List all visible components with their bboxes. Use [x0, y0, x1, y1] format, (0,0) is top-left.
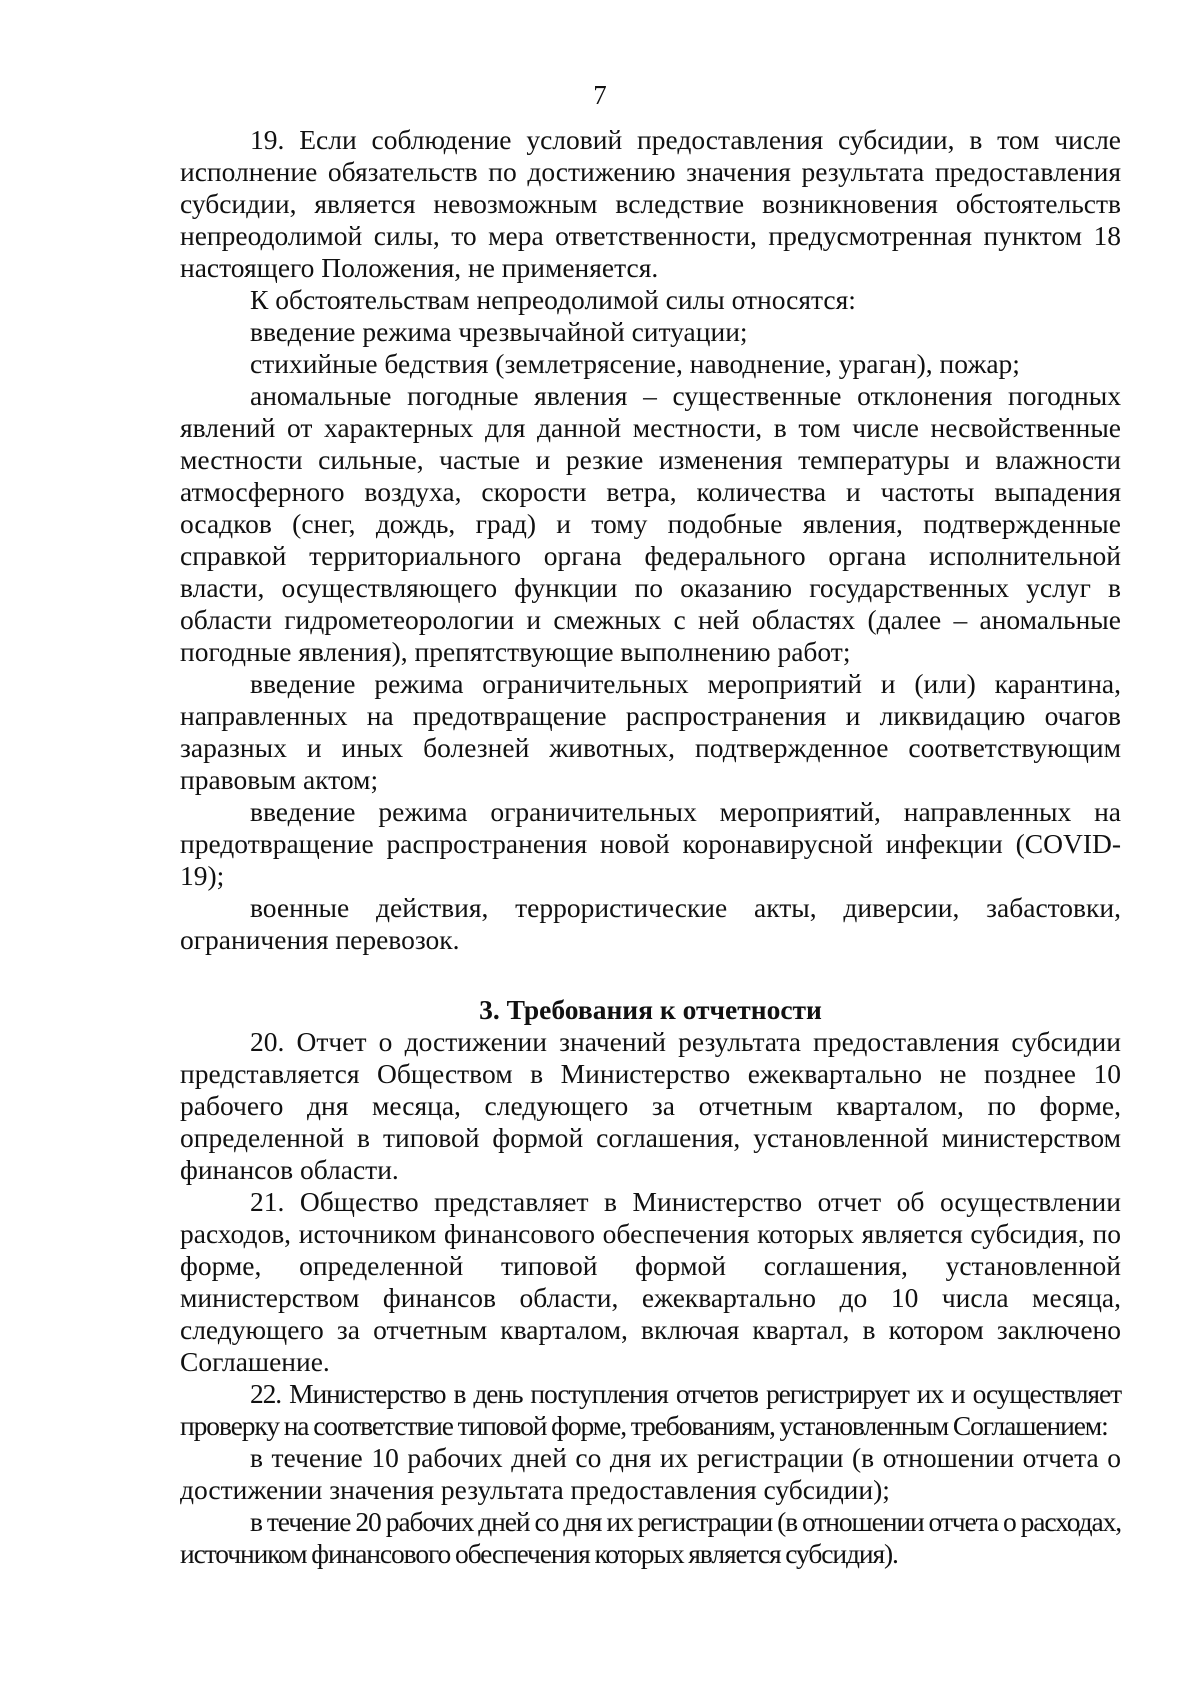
- paragraph-force-majeure-intro: К обстоятельствам непреодолимой силы относятся:: [250, 284, 856, 315]
- section-heading-reporting: 3. Требования к отчетности: [479, 994, 822, 1025]
- paragraph-22: 22. Министерство в день поступления отчетов регистрирует их и осуществляет проверку на соответствие типовой форме, требованиям, установленным Соглашением:: [180, 1378, 1121, 1441]
- paragraph-abnormal-weather: аномальные погодные явления – существенные отклонения погодных явлений от характерных для данной местности, в том числе несвойственные местности сильные, частые и резкие изменения температуры и влажности атмосферного воздуха, скорости ветра, количества и частоты выпадения осадков (снег, дождь, град) и тому подобные явления, подтвержденные справкой территориального органа федерального органа исполнительной власти, осуществляющего функции по оказанию государственных услуг в области гидрометеорологии и смежных с ней областях (далее – аномальные погодные явления), препятствующие выполнению работ;: [180, 380, 1121, 667]
- paragraph-emergency-regime: введение режима чрезвычайной ситуации;: [250, 316, 748, 347]
- paragraph-10-days: в течение 10 рабочих дней со дня их регистрации (в отношении отчета о достижении значения результата предоставления субсидии);: [180, 1442, 1121, 1505]
- paragraph-21: 21. Общество представляет в Министерство отчет об осуществлении расходов, источником финансового обеспечения которых является субсидия, по форме, определенной типовой формой соглашения, установленной министерством финансов области, ежеквартально до 10 числа месяца, следующего за отчетным кварталом, включая квартал, в котором заключено Соглашение.: [180, 1186, 1121, 1377]
- paragraph-20: 20. Отчет о достижении значений результата предоставления субсидии представляется Обществом в Министерство ежеквартально не позднее 10 рабочего дня месяца, следующего за отчетным кварталом, по форме, определенной в типовой формой соглашения, установленной министерством финансов области.: [180, 1026, 1121, 1185]
- document-body: [180, 124, 1121, 1570]
- page-number: 7: [593, 80, 607, 110]
- paragraph-19: 19. Если соблюдение условий предоставления субсидии, в том числе исполнение обязательств по достижению значения результата предоставления субсидии, является невозможным вследствие возникновения обстоятельств непреодолимой силы, то мера ответственности, предусмотренная пунктом 18 настоящего Положения, не применяется.: [180, 124, 1121, 283]
- paragraph-natural-disasters: стихийные бедствия (землетрясение, наводнение, ураган), пожар;: [250, 348, 1020, 379]
- paragraph-military-actions: военные действия, террористические акты, диверсии, забастовки, ограничения перевозок.: [180, 892, 1121, 955]
- paragraph-20-days: в течение 20 рабочих дней со дня их регистрации (в отношении отчета о расходах, источником финансового обеспечения которых является субсидия).: [180, 1506, 1121, 1569]
- paragraph-quarantine: введение режима ограничительных мероприятий и (или) карантина, направленных на предотвращение распространения и ликвидацию очагов заразных и иных болезней животных, подтвержденное соответствующим правовым актом;: [180, 668, 1121, 795]
- paragraph-covid: введение режима ограничительных мероприятий, направленных на предотвращение распространения новой коронавирусной инфекции (COVID-19);: [180, 796, 1121, 891]
